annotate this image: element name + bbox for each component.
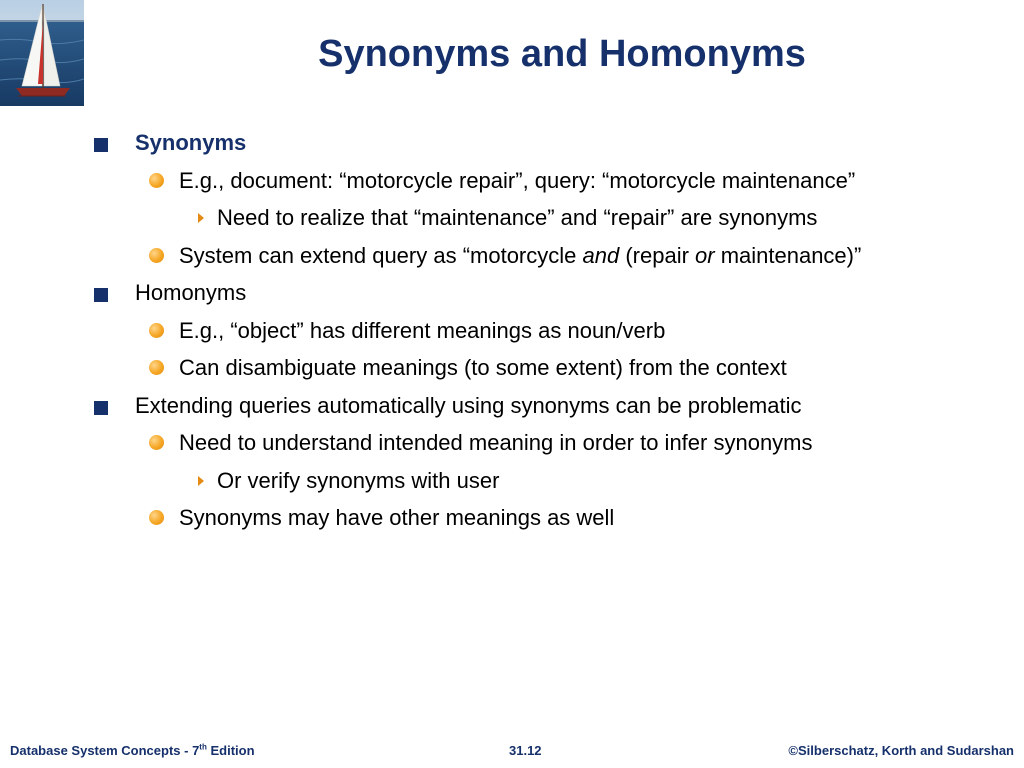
sailboat-logo-icon: [0, 0, 84, 106]
bullet-text-italic: or: [695, 242, 715, 268]
bullet-text: E.g., document: “motorcycle repair”, query: “motorcycle maintenance”: [179, 167, 856, 193]
bullet-text: Need to realize that “maintenance” and “repair” are synonyms: [217, 205, 818, 230]
bullet-text: Can disambiguate meanings (to some extent) from the context: [179, 355, 787, 380]
circle-bullet-icon: [149, 360, 164, 375]
footer-edition-text: Edition: [206, 743, 255, 758]
bullet-text: Need to understand intended meaning in order to infer synonyms: [179, 430, 813, 455]
square-bullet-icon: [94, 401, 108, 415]
slide-title: Synonyms and Homonyms: [318, 33, 806, 75]
bullet-text: E.g., “object” has different meanings as noun/verb: [179, 317, 666, 343]
slide-footer: [0, 738, 1024, 768]
bullet-text-italic: and: [582, 242, 620, 268]
footer-edition-sup: th: [199, 742, 207, 752]
bullet-text: Or verify synonyms with user: [217, 467, 500, 493]
bullet-text: Synonyms may have other meanings as well: [179, 505, 615, 530]
square-bullet-icon: [94, 288, 108, 302]
circle-bullet-icon: [149, 173, 164, 188]
triangle-bullet-icon: [198, 476, 204, 486]
bullet-text-part: maintenance)”: [714, 242, 862, 268]
circle-bullet-icon: [149, 435, 164, 450]
footer-book-title: [10, 743, 255, 758]
footer-book-title-text: Database System Concepts - 7: [10, 743, 200, 758]
circle-bullet-icon: [149, 323, 164, 338]
bullet-text-part: (repair: [619, 242, 696, 268]
square-bullet-icon: [94, 138, 108, 152]
bullet-text: Homonyms: [135, 280, 247, 305]
footer-copyright: ©Silberschatz, Korth and Sudarshan: [788, 743, 1014, 758]
circle-bullet-icon: [149, 510, 164, 525]
bullet-text: [179, 243, 861, 269]
circle-bullet-icon: [149, 248, 164, 263]
bullet-text: Synonyms: [135, 130, 247, 155]
footer-slide-number: 31.12: [509, 743, 542, 758]
triangle-bullet-icon: [198, 213, 204, 223]
bullet-text: Extending queries automatically using synonyms can be problematic: [135, 392, 802, 418]
bullet-text-part: System can extend query as “motorcycle: [179, 242, 583, 268]
